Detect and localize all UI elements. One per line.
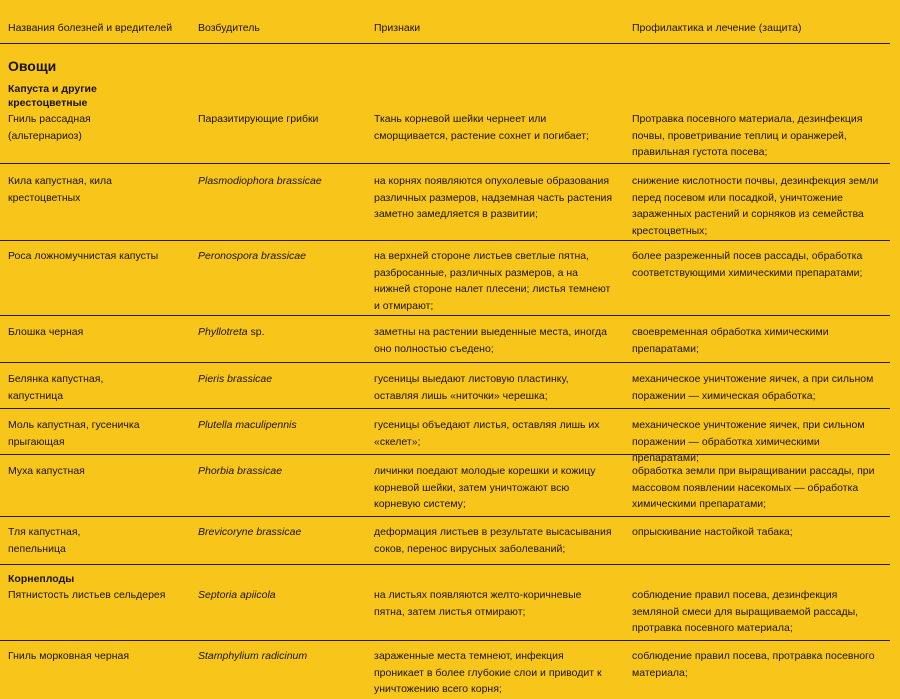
symptoms: на корнях появляются опухолевые образования различных размеров, надземная часть растения заметно замедляется в развитии; [374, 175, 613, 220]
pathogen [198, 324, 363, 341]
treatment: Протравка посевного материала, дезинфекция почвы, проветривание теплиц и оранжерей, правильная густота посева; [632, 113, 863, 158]
pathogen: Pieris brassicae [198, 373, 273, 385]
symptoms: зараженные места темнеют, инфекция проникает в более глубокие слои и приводит к уничтожению всего корня; [374, 650, 602, 695]
symptoms: Ткань корневой шейки чернеет или сморщивается, растение сохнет и погибает; [374, 113, 589, 142]
disease-name: Кила капустная, кила крестоцветных [8, 175, 112, 204]
disease-name: Гниль морковная черная [8, 650, 130, 662]
pathogen: Phorbia brassicae [198, 465, 283, 477]
pathogen-species-suffix: sp. [247, 326, 265, 338]
header-divider [0, 43, 890, 44]
symptoms: гусеницы объедают листья, оставляя лишь их «скелет»; [374, 419, 600, 448]
group-title-cabbage: Капуста и другие крестоцветные [8, 83, 97, 109]
symptoms: гусеницы выедают листовую пластинку, оставляя лишь «ниточки» черешка; [374, 373, 569, 402]
pathogen: Plasmodiophora brassicae [198, 175, 322, 187]
treatment: более разреженный посев рассады, обработка соответствующими химическими препаратами; [632, 250, 863, 279]
disease-name: Белянка капустная, капустница [8, 373, 104, 402]
row-divider [0, 408, 890, 409]
header-agent: Возбудитель [198, 22, 260, 34]
pathogen: Septoria apiicola [198, 589, 276, 601]
symptoms: заметны на растении выеденные места, иногда оно полностью съедено; [374, 326, 607, 355]
disease-name: Муха капустная [8, 465, 85, 477]
pathogen: Stamphylium radicinum [198, 650, 308, 662]
treatment: соблюдение правил посева, протравка посевного материала; [632, 650, 875, 679]
row-divider [0, 163, 890, 164]
treatment: соблюдение правил посева, дезинфекция земляной смеси для выращиваемой рассады, протравка посевного материала; [632, 589, 859, 634]
disease-name: Пятнистость листьев сельдерея [8, 589, 166, 601]
group-title-roots: Корнеплоды [8, 573, 75, 585]
header-prevention: Профилактика и лечение (защита) [632, 22, 802, 34]
symptoms: на верхней стороне листьев светлые пятна, разбросанные, различных размеров, а на нижней стороне налет плесени; листья темнеют и отмирают; [374, 250, 611, 312]
section-title: Овощи [8, 58, 57, 74]
disease-name: Роса ложномучнистая капусты [8, 250, 159, 262]
row-divider [0, 564, 890, 565]
treatment: механическое уничтожение яичек, при сильном поражении — обработка химическими препаратами; [632, 419, 865, 464]
symptoms: деформация листьев в результате высасывания соков, перенос вирусных заболеваний; [374, 526, 612, 555]
pathogen: Peronospora brassicae [198, 250, 306, 262]
disease-name: Гниль рассадная (альтернариоз) [8, 113, 91, 142]
pathogen-genus: Phyllotreta [198, 326, 248, 338]
pathogen: Brevicoryne brassicae [198, 526, 302, 538]
treatment: опрыскивание настойкой табака; [632, 526, 793, 538]
pathogen: Plutella maculipennis [198, 419, 297, 431]
disease-name: Моль капустная, гусеничка прыгающая [8, 419, 140, 448]
row-divider [0, 240, 890, 241]
symptoms: личинки поедают молодые корешки и кожицу корневой шейки, затем уничтожают всю корневую систему; [374, 465, 596, 510]
pathogen: Паразитирующие грибки [198, 113, 319, 125]
row-divider [0, 315, 890, 316]
header-disease-name: Названия болезней и вредителей [8, 22, 173, 34]
row-divider [0, 640, 890, 641]
treatment: своевременная обработка химическими препаратами; [632, 326, 829, 355]
disease-name: Блошка черная [8, 326, 84, 338]
treatment: снижение кислотности почвы, дезинфекция земли перед посевом или посадкой, уничтожение зараженных растений и сорняков из семейства крестоцветных; [632, 175, 879, 237]
treatment: механическое уничтожение яичек, а при сильном поражении — химическая обработка; [632, 373, 874, 402]
row-divider [0, 362, 890, 363]
row-divider [0, 516, 890, 517]
row-divider [0, 454, 890, 455]
header-signs: Признаки [374, 22, 421, 34]
disease-name: Тля капустная, пепельница [8, 526, 81, 555]
symptoms: на листьях появляются желто-коричневые пятна, затем листья отмирают; [374, 589, 582, 618]
treatment: обработка земли при выращивании рассады, при массовом появлении насекомых — обработка химическими препаратами; [632, 465, 875, 510]
